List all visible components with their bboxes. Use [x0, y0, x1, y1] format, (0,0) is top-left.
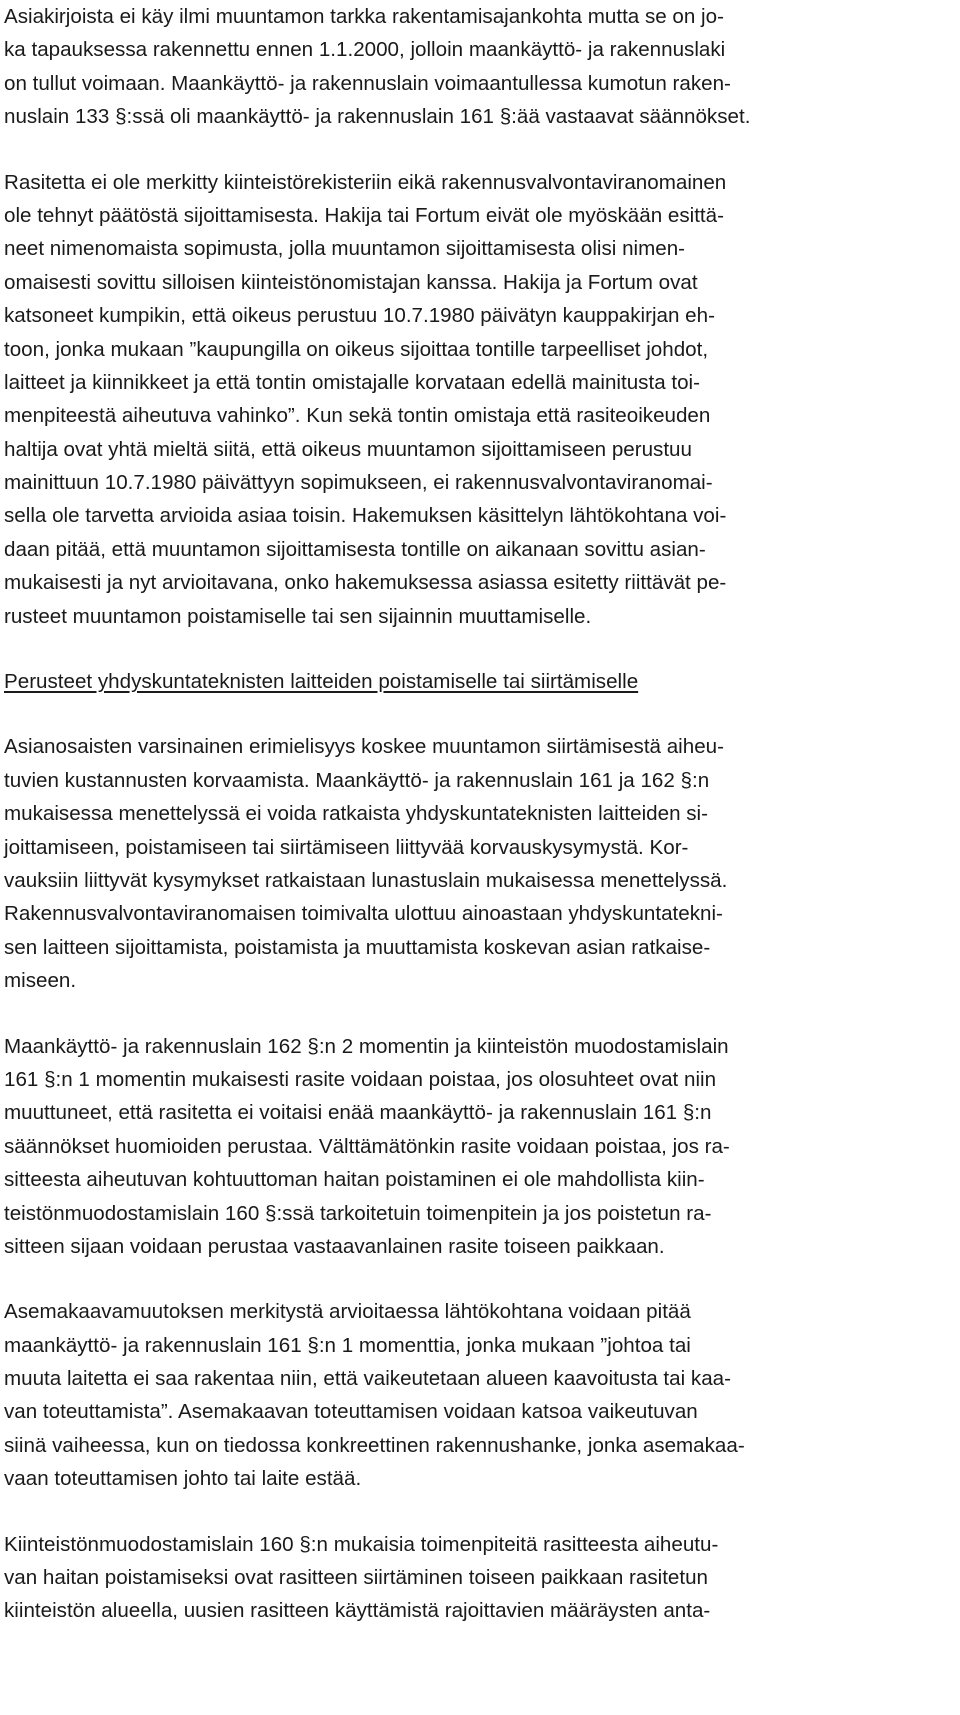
text-line: Asianosaisten varsinainen erimielisyys koskee muuntamon siirtämisestä aiheu- — [4, 735, 724, 759]
text-line: 161 §:n 1 momentin mukaisesti rasite voidaan poistaa, jos olosuhteet ovat niin — [4, 1067, 717, 1091]
paragraph-zoning-change — [4, 1295, 956, 1495]
text-line: neet nimenomaista sopimusta, jolla muuntamon sijoittamisesta olisi nimen- — [4, 237, 686, 261]
text-line: muuta laitetta ei saa rakentaa niin, että vaikeutetaan alueen kaavoitusta tai kaa- — [4, 1367, 731, 1391]
text-line: säännökset huomioiden perustaa. Välttämätönkin rasite voidaan poistaa, jos ra- — [4, 1134, 730, 1158]
text-line: mainittuun 10.7.1980 päivättyyn sopimukseen, ei rakennusvalvontaviranomai- — [4, 471, 713, 495]
text-line: muuttuneet, että rasitetta ei voitaisi enää maankäyttö- ja rakennuslain 161 §:n — [4, 1101, 712, 1125]
paragraph-gap — [4, 633, 956, 665]
text-line: van haitan poistamiseksi ovat rasitteen siirtäminen toiseen paikkaan rasitetun — [4, 1566, 708, 1590]
text-line: toon, jonka mukaan ”kaupungilla on oikeus sijoittaa tontille tarpeelliset johdot, — [4, 337, 709, 361]
text-line: Rakennusvalvontaviranomaisen toimivalta ulottuu ainoastaan yhdyskuntatekni- — [4, 902, 723, 926]
paragraph-construction-date — [4, 0, 956, 134]
text-line: van toteuttamista”. Asemakaavan toteuttamisen voidaan katsoa vaikeutuvan — [4, 1400, 698, 1424]
text-line: mukaisesti ja nyt arvioitavana, onko hakemuksessa asiassa esitetty riittävät pe- — [4, 571, 727, 595]
text-line: Maankäyttö- ja rakennuslain 162 §:n 2 momentin ja kiinteistön muodostamislain — [4, 1034, 729, 1058]
section-heading-text: Perusteet yhdyskuntateknisten laitteiden poistamiselle tai siirtämiselle — [4, 670, 639, 694]
text-line: nuslain 133 §:ssä oli maankäyttö- ja rakennuslain 161 §:ää vastaavat säännökset. — [4, 105, 751, 129]
paragraph-gap — [4, 998, 956, 1030]
text-line: rusteet muuntamon poistamiselle tai sen sijainnin muuttamiselle. — [4, 604, 592, 628]
text-line: joittamiseen, poistamiseen tai siirtämiseen liittyvää korvauskysymystä. Kor- — [4, 835, 689, 859]
text-line: laitteet ja kiinnikkeet ja että tontin omistajalle korvataan edellä mainitusta toi- — [4, 370, 700, 394]
text-line: Asemakaavamuutoksen merkitystä arvioitaessa lähtökohtana voidaan pitää — [4, 1300, 691, 1324]
text-line: Rasitetta ei ole merkitty kiinteistörekisteriin eikä rakennusvalvontaviranomainen — [4, 170, 727, 194]
text-line: vauksiin liittyvät kysymykset ratkaistaan lunastuslain mukaisessa menettelyssä. — [4, 868, 728, 892]
text-line: ka tapauksessa rakennettu ennen 1.1.2000, jolloin maankäyttö- ja rakennuslaki — [4, 38, 726, 62]
text-line: kiinteistön alueella, uusien rasitteen käyttämistä rajoittavien määräysten anta- — [4, 1599, 711, 1623]
text-line: vaan toteuttamisen johto tai laite estää. — [4, 1467, 362, 1491]
text-line: sen laitteen sijoittamista, poistamista ja muuttamista koskevan asian ratkaise- — [4, 935, 711, 959]
text-line: maankäyttö- ja rakennuslain 161 §:n 1 momenttia, jonka mukaan ”johtoa tai — [4, 1333, 691, 1357]
paragraph-property-formation — [4, 1528, 956, 1628]
text-line: sella ole tarvetta arvioida asiaa toisin. Hakemuksen käsittelyn lähtökohtana voi- — [4, 504, 727, 528]
text-line: on tullut voimaan. Maankäyttö- ja rakennuslain voimaantullessa kumotun raken- — [4, 71, 731, 95]
paragraph-gap — [4, 698, 956, 730]
paragraph-compensation — [4, 730, 956, 997]
paragraph-easement-status — [4, 166, 956, 633]
text-line: katsoneet kumpikin, että oikeus perustuu 10.7.1980 päivätyn kauppakirjan eh- — [4, 304, 715, 328]
document-page — [4, 0, 956, 1628]
text-line: siinä vaiheessa, kun on tiedossa konkreettinen rakennushanke, jonka asemakaa- — [4, 1433, 745, 1457]
text-line: omaisesti sovittu silloisen kiinteistönomistajan kanssa. Hakija ja Fortum ovat — [4, 270, 698, 294]
text-line: Kiinteistönmuodostamislain 160 §:n mukaisia toimenpiteitä rasitteesta aiheutu- — [4, 1532, 719, 1556]
text-line: mukaisessa menettelyssä ei voida ratkaista yhdyskuntateknisten laitteiden si- — [4, 802, 708, 826]
paragraph-gap — [4, 1496, 956, 1528]
text-line: Asiakirjoista ei käy ilmi muuntamon tarkka rakentamisajankohta mutta se on jo- — [4, 5, 724, 28]
text-line: tuvien kustannusten korvaamista. Maankäyttö- ja rakennuslain 161 ja 162 §:n — [4, 768, 710, 792]
text-line: ole tehnyt päätöstä sijoittamisesta. Hakija tai Fortum eivät ole myöskään esittä- — [4, 203, 724, 227]
text-line: sitteesta aiheutuvan kohtuuttoman haitan poistaminen ei ole mahdollista kiin- — [4, 1168, 705, 1192]
paragraph-gap — [4, 134, 956, 166]
text-line: menpiteestä aiheutuva vahinko”. Kun sekä tontin omistaja että rasiteoikeuden — [4, 404, 711, 428]
text-line: haltija ovat yhtä mieltä siitä, että oikeus muuntamon sijoittamiseen perustuu — [4, 437, 692, 461]
text-line: miseen. — [4, 969, 77, 993]
paragraph-gap — [4, 1263, 956, 1295]
section-heading — [4, 665, 956, 698]
text-line: teistönmuodostamislain 160 §:ssä tarkoitetuin toimenpitein ja jos poistetun ra- — [4, 1201, 712, 1225]
text-line: daan pitää, että muuntamon sijoittamisesta tontille on aikanaan sovittu asian- — [4, 537, 706, 561]
text-line: sitteen sijaan voidaan perustaa vastaavanlainen rasite toiseen paikkaan. — [4, 1234, 665, 1258]
paragraph-easement-removal — [4, 1030, 956, 1264]
